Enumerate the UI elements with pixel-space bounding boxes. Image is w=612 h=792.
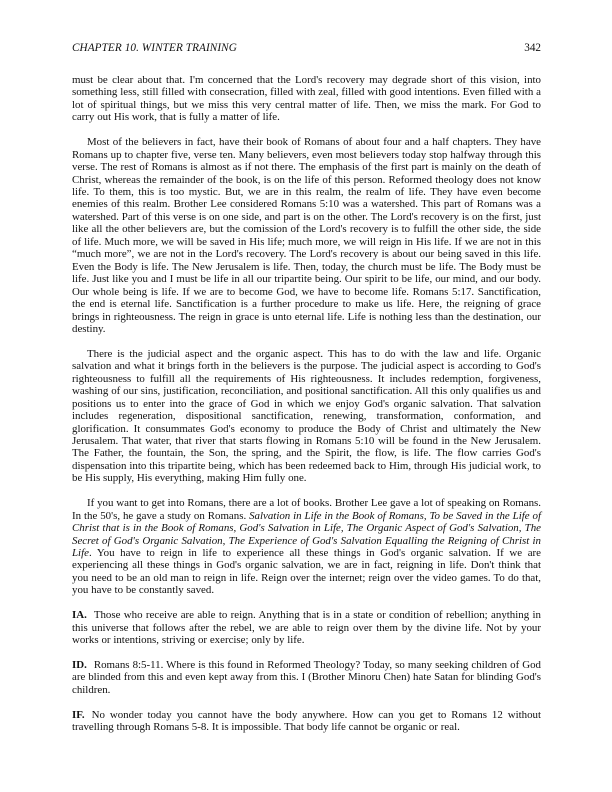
- running-header: [72, 42, 541, 56]
- chapter-title: CHAPTER 10. WINTER TRAINING: [72, 42, 237, 54]
- point-label: IA.: [72, 609, 87, 622]
- point-label: IF.: [72, 708, 85, 721]
- point-label: ID.: [72, 658, 87, 671]
- point-if: [72, 709, 541, 734]
- book-titles: Salvation in Life in the Book of Romans, To be Saved in the Life of Christ that is in the Book of Romans, God's Salvation in Life, The Organic Aspect of God's Salvation, The Secret of God's Organic Salvation, The Experience of God's Salvation Equalling the Reigning of Christ in Life: [72, 509, 541, 560]
- page-number: 342: [524, 42, 541, 54]
- point-text: No wonder today you cannot have the body anywhere. How can you get to Romans 12 without travelling through Romans 5-8. It is impossible. That body life cannot be organic or real.: [72, 708, 541, 734]
- paragraph-intro-text: If you want to get into Romans, there are a lot of books. Brother Lee gave a lot of speaking on Romans. In the 50's, he gave a study on Romans.: [72, 497, 541, 522]
- paragraph-romans-watershed: Most of the believers in fact, have their book of Romans of about four and a half chapters. They have Romans up to chapter five, verse ten. Many believers, even most believers today stop halfway through this verse. The rest of Romans is almost as if not there. The emphasis of the first part is mainly on the death of Christ, whereas the remainder of the book, is on the life of this person. Reformed theology does not know life. To them, this is too mystic. But, we are in this realm, the realm of life. They have even become enemies of this realm. Brother Lee considered Romans 5:10 was a watershed. This part of Romans was a watershed. Part of this verse is on one side, and part is on the other. The Lord's recovery is on the first, just like all the other believers are, but the comission of the Lord's recovery is to fulfill the other side, the side of life. Much more, we will be saved in His life; much more, we will reign in His life. If we are not in this “much more”, we are not in the Lord's recovery. The Lord's recovery is about our being saved in this life. Even the Body is life. The New Jerusalem is life. Then, today, the church must be life. The Body must be life. Just like you and I must be life in all our tripartite being. Our spirit to be life, our mind, and our body. Our whole being is life. If we are to become God, we have to become life. Romans 5:17. Sanctification, the end is eternal life. Sanctification is a further procedure to make us life. Here, the reigning of grace brings in righteousness. The reign in grace is unto eternal life. Life is nothing less than the destination, our destiny.: [72, 136, 541, 335]
- paragraph-rest-text: . You have to reign in life to experience all these things in God's organic salvation. If we are experiencing all these things in God's organic salvation, we are in fact, reigning in life. Don't think that you need to be an old man to reign in life. Reign over the internet; reign over the video games. To do that, you have to be constantly saved.: [72, 547, 541, 597]
- point-ia: [72, 609, 541, 646]
- point-text: Those who receive are able to reign. Anything that is in a state or condition of rebellion; anything in this universe that follows after the rebel, we are able to reign over them by the divine life. Not by your works or intentions, striving or exercise; only by life.: [72, 609, 541, 647]
- point-id: [72, 659, 541, 696]
- paragraph-books-on-romans: [72, 497, 541, 597]
- point-text: Romans 8:5-11. Where is this found in Reformed Theology? Today, so many seeking children of God are blinded from this and even kept away from this. I (Brother Minoru Chen) hate Satan for blinding God's children.: [72, 658, 541, 696]
- paragraph-continuation: must be clear about that. I'm concerned that the Lord's recovery may degrade short of this vision, into something less, still filled with consecration, filled with zeal, filled with good intentions. Even filled with a lot of spiritual things, but we miss this very central matter of life. Then, we miss the mark. For God to carry out His work, that is fully a matter of life.: [72, 74, 541, 124]
- paragraph-judicial-organic: There is the judicial aspect and the organic aspect. This has to do with the law and life. Organic salvation and what it brings forth in the believers is the purpose. The judicial aspect is according to God's righteousness to fulfill all the requirements of His righteousness. It includes redemption, forgiveness, washing of our sins, justification, reconciliation, and positional sanctification. All this only qualifies us and positions us to enter into the grace of God in which we enjoy God's organic salvation. That salvation includes regeneration, dispositional sanctification, renewing, transformation, conformation, and glorification. It consummates God's economy to produce the Body of Christ and ultimately the New Jerusalem. That water, that river that starts flowing in Romans 5:10 will be found in the New Jerusalem. The Father, the fountain, the Son, the spring, and the Spirit, the flow, is life. The flow carries God's dispensation into this tripartite being, which has been redeemed back to Him, through His judicial work, to be His supply, His everything, making Him fully one.: [72, 347, 541, 485]
- document-page: [72, 42, 541, 746]
